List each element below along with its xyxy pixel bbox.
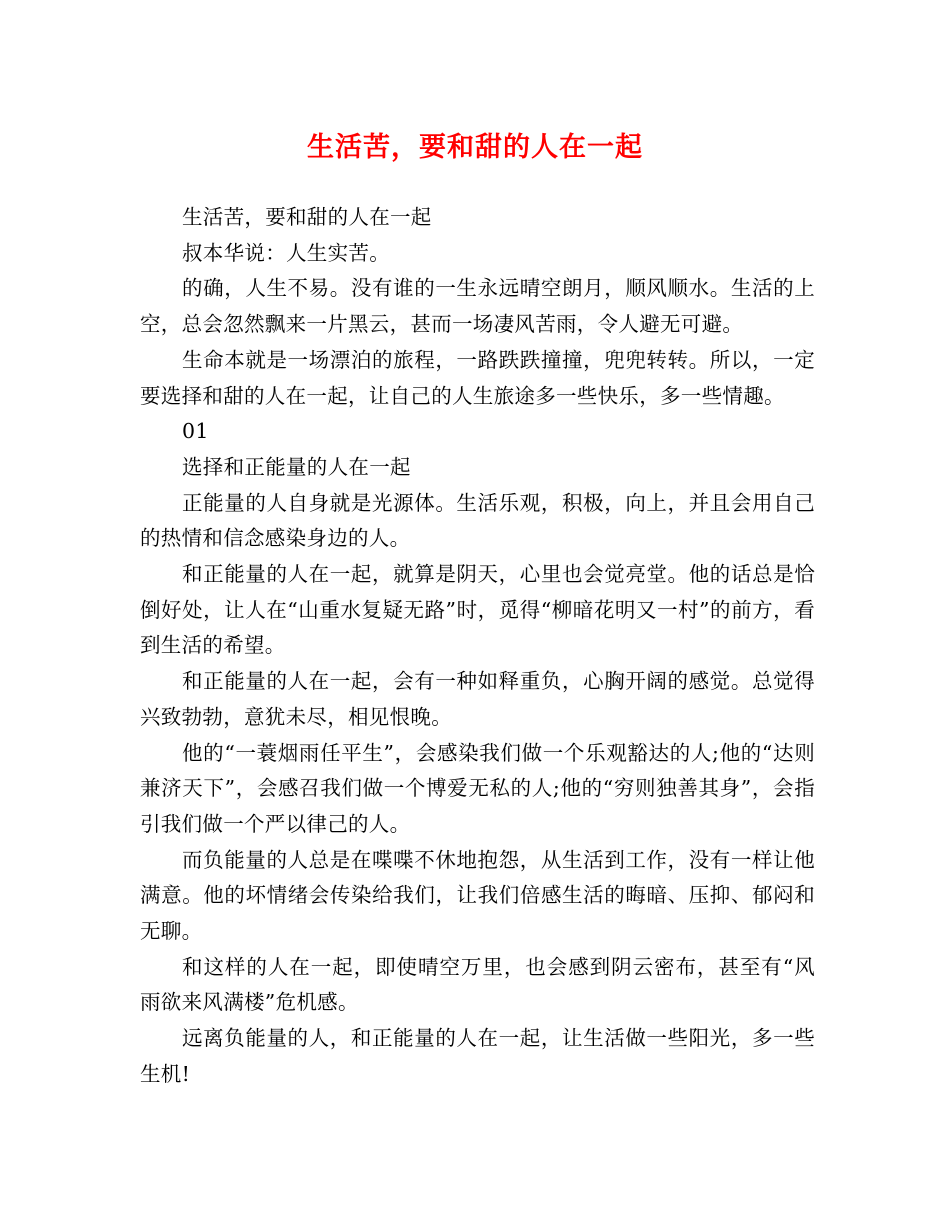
document-title: 生活苦，要和甜的人在一起 <box>307 132 643 163</box>
paragraph-subtitle: 生活苦，要和甜的人在一起 <box>182 205 432 229</box>
section-heading: 选择和正能量的人在一起 <box>182 454 411 479</box>
paragraph: 他的“一蓑烟雨任平生”，会感染我们做一个乐观豁达的人;他的“达则兼济天下”，会感召我们做一个博爱无私的人;他的“穷则独善其身”，会指引我们做一个严以律己的人。 <box>140 740 815 836</box>
paragraph: 和这样的人在一起，即使晴空万里，也会感到阴云密布，甚至有“风雨欲来风满楼”危机感。 <box>140 954 815 1015</box>
paragraph-quote: 叔本华说：人生实苦。 <box>182 240 390 265</box>
paragraph: 远离负能量的人，和正能量的人在一起，让生活做一些阳光，多一些生机! <box>140 1026 815 1086</box>
paragraph: 和正能量的人在一起，就算是阴天，心里也会觉亮堂。他的话总是恰倒好处，让人在“山重水复疑无路”时，觅得“柳暗花明又一村”的前方，看到生活的希望。 <box>140 562 815 658</box>
paragraph: 正能量的人自身就是光源体。生活乐观，积极，向上，并且会用自己的热情和信念感染身边的人。 <box>140 490 815 551</box>
paragraph: 和正能量的人在一起，会有一种如释重负，心胸开阔的感觉。总觉得兴致勃勃，意犹未尽，相见恨晚。 <box>140 669 815 729</box>
document-body <box>140 200 815 1093</box>
paragraph: 的确，人生不易。没有谁的一生永远晴空朗月，顺风顺水。生活的上空，总会忽然飘来一片黑云，甚而一场凄风苦雨，令人避无可避。 <box>140 276 815 337</box>
paragraph: 而负能量的人总是在喋喋不休地抱怨，从生活到工作，没有一样让他满意。他的坏情绪会传染给我们，让我们倍感生活的晦暗、压抑、郁闷和无聊。 <box>140 847 815 944</box>
section-number: 01 <box>182 419 209 444</box>
paragraph: 生命本就是一场漂泊的旅程，一路跌跌撞撞，兜兜转转。所以，一定要选择和甜的人在一起，让自己的人生旅途多一些快乐，多一些情趣。 <box>140 347 815 408</box>
